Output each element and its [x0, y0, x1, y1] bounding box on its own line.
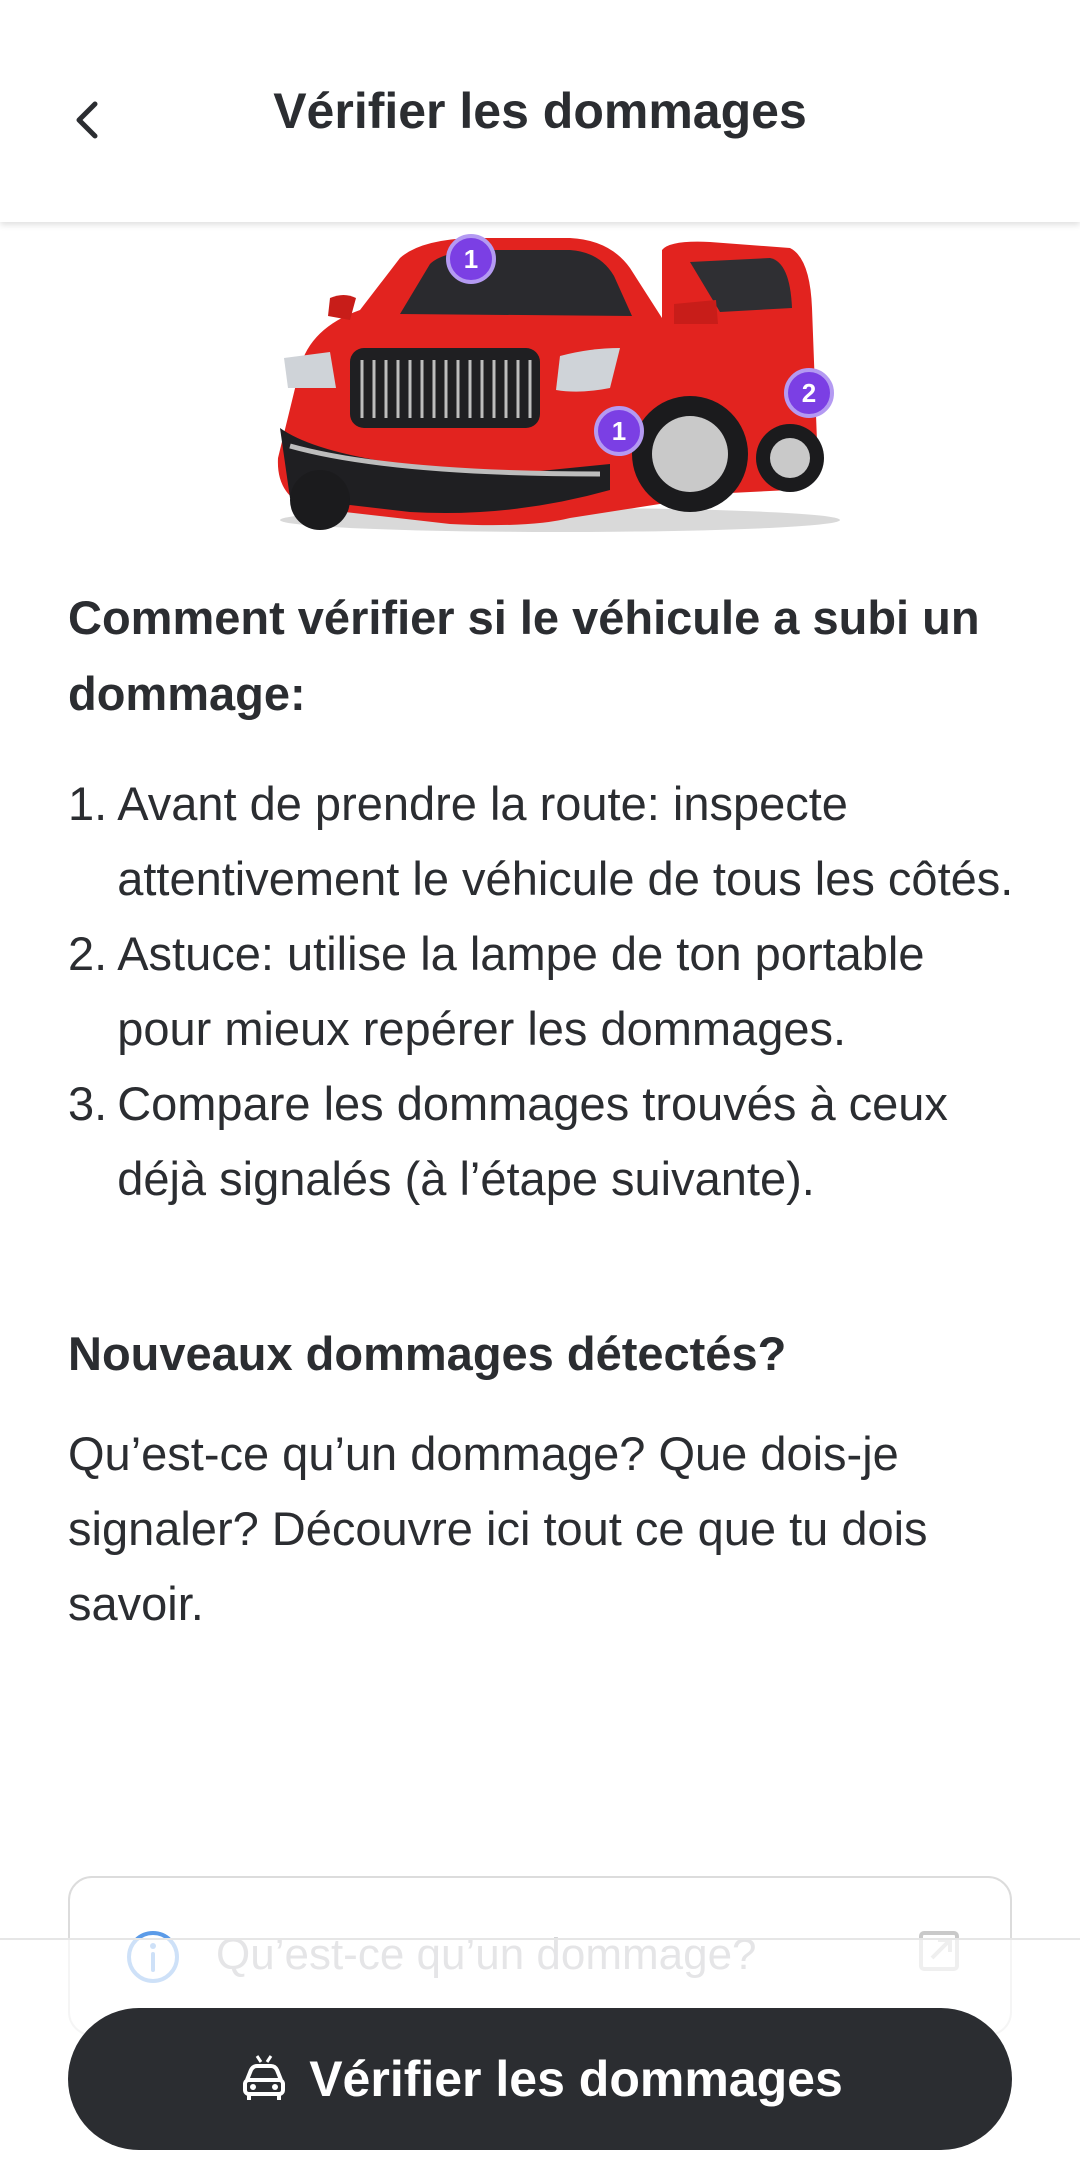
new-damages-description: Qu’est-ce qu’un dommage? Que dois-je signaler? Découvre ici tout ce que tu dois savoir. [68, 1427, 928, 1630]
damage-marker: 1 [446, 234, 496, 284]
check-damages-label: Vérifier les dommages [309, 2051, 843, 2107]
list-item [68, 1066, 1018, 1216]
steps-list [68, 766, 1018, 1216]
check-damages-button[interactable] [68, 2008, 1012, 2150]
step-text: Astuce: utilise la lampe de ton portable pour mieux repérer les dommages. [117, 927, 925, 1055]
step-number: 1. [68, 777, 108, 830]
app-header [0, 0, 1080, 222]
how-to-title: Comment vérifier si le véhicule a subi un dommage: [68, 591, 980, 720]
step-number: 2. [68, 927, 108, 980]
car-illustration [270, 228, 850, 540]
car-check-icon [237, 2052, 291, 2106]
damage-marker: 2 [784, 368, 834, 418]
new-damages-title: Nouveaux dommages détectés? [68, 1327, 787, 1380]
step-text: Avant de prendre la route: inspecte attentivement le véhicule de tous les côtés. [117, 777, 1014, 905]
damage-marker: 1 [594, 406, 644, 456]
car-damage-illustration [270, 228, 850, 540]
step-number: 3. [68, 1077, 108, 1130]
list-item [68, 916, 1018, 1066]
page-title: Vérifier les dommages [273, 83, 807, 139]
instructions-content [68, 580, 1018, 1641]
list-item [68, 766, 1018, 916]
step-text: Compare les dommages trouvés à ceux déjà signalés (à l’étape suivante). [117, 1077, 948, 1205]
